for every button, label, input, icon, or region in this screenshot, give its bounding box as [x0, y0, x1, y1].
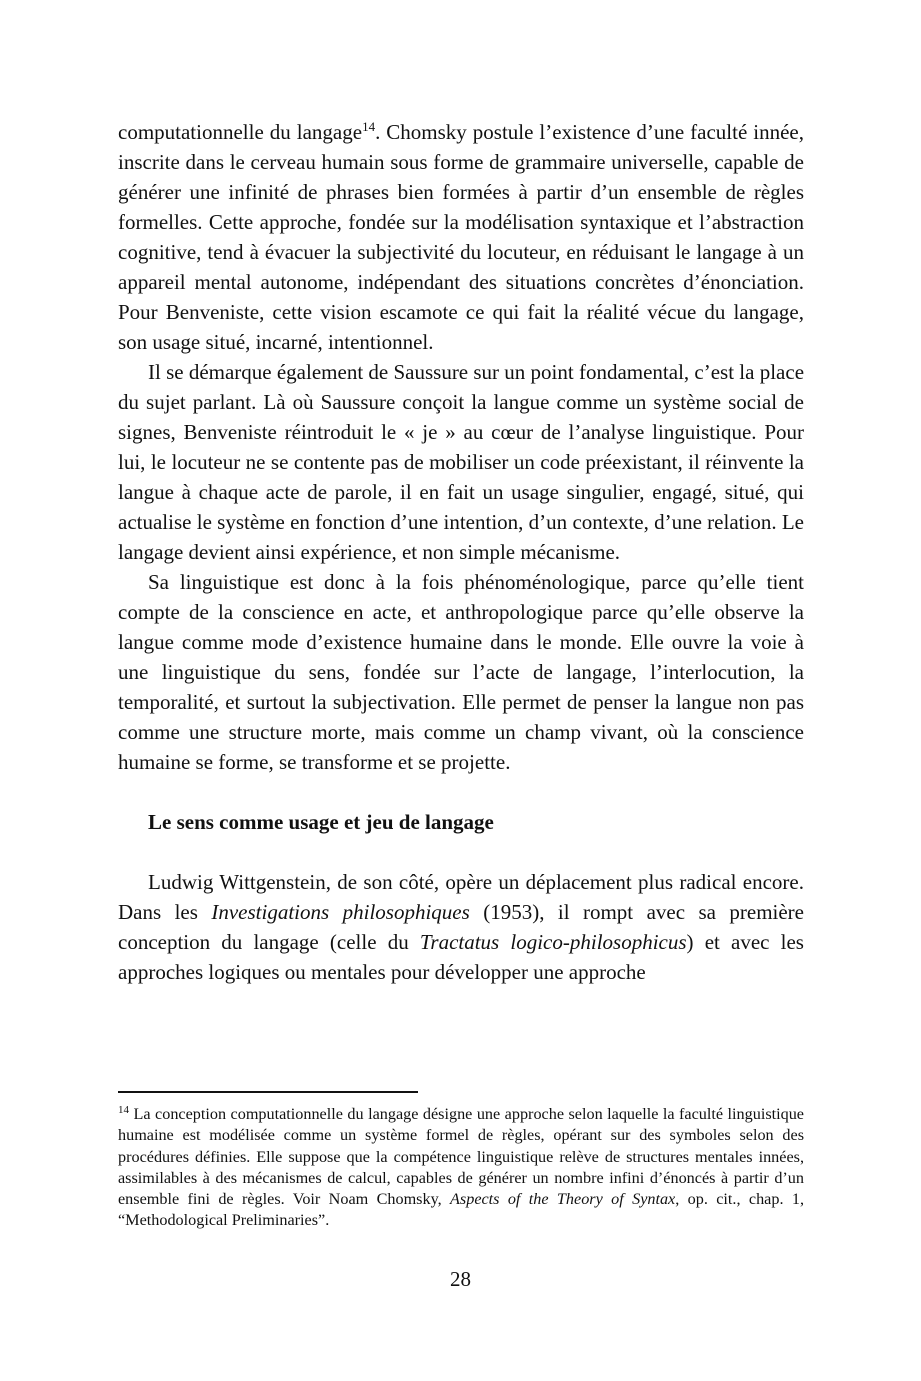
footnote-text: , op. cit., chap. 1, “Methodological Preliminaries”.: [118, 1190, 804, 1230]
paragraph-wittgenstein: [118, 867, 804, 987]
paragraph-phenomenology: Sa linguistique est donc à la fois phénoménologique, parce qu’elle tient compte de la conscience en acte, et anthropologique parce qu’elle observe la langue comme mode d’existence humaine dans le monde. Elle ouvre la voie à une linguistique du sens, fondée sur l’acte de langage, l’interlocution, la temporalité, et surtout la subjectivation. Elle permet de penser la langue non pas comme une structure morte, mais comme un champ vivant, où la conscience humaine se forme, se transforme et se projette.: [118, 570, 804, 774]
footnote-text: La conception computationnelle du langage désigne une approche selon laquelle la faculté linguistique humaine est modélisée comme un système formel de règles, opérant sur des symboles selon des procédures définies. Elle suppose que la compétence linguistique relève de structures mentales innées, assimilables à des mécanismes de calcul, capables de générer un nombre infini d’énoncés à partir d’un ensemble fini de règles. Voir Noam Chomsky,: [118, 1105, 804, 1209]
footnote-book-title: Aspects of the Theory of Syntax: [450, 1190, 676, 1209]
paragraph-text: computationnelle du langage: [118, 120, 363, 144]
footnote-divider: [118, 1091, 418, 1093]
paragraph-text: ) et avec les approches logiques ou mentales pour développer une approche: [118, 930, 804, 984]
paragraph-chomsky: [118, 117, 804, 357]
paragraph-text: (1953), il rompt avec sa première conception du langage (celle du: [118, 900, 804, 954]
paragraph-text: Ludwig Wittgenstein, de son côté, opère un déplacement plus radical encore. Dans les: [118, 870, 804, 924]
paragraph-saussure: Il se démarque également de Saussure sur un point fondamental, c’est la place du sujet parlant. Là où Saussure conçoit la langue comme un système social de signes, Benveniste réintroduit le « je » au cœur de l’analyse linguistique. Pour lui, le locuteur ne se contente pas de mobiliser un code préexistant, il réinvente la langue à chaque acte de parole, il en fait un usage singulier, engagé, situé, qui actualise le système en fonction d’une intention, d’un contexte, d’une relation. Le langage devient ainsi expérience, et non simple mécanisme.: [118, 360, 805, 564]
paragraph-text: . Chomsky postule l’existence d’une faculté innée, inscrite dans le cerveau humain sous forme de grammaire universelle, capable de générer une infinité de phrases bien formées à partir d’un ensemble de règles formelles. Cette approche, fondée sur la modélisation syntaxique et l’abstraction cognitive, tend à évacuer la subjectivité du locuteur, en réduisant le langage à un appareil mental autonome, indépendant des situations concrètes d’énonciation. Pour Benveniste, cette vision escamote ce qui fait la réalité vécue du langage, son usage situé, incarné, intentionnel.: [118, 120, 804, 354]
footnote-14: [118, 1104, 804, 1232]
book-title: Investigations philosophiques: [211, 900, 470, 924]
footnote-reference[interactable]: 14: [362, 119, 376, 134]
section-heading: Le sens comme usage et jeu de langage: [148, 810, 494, 834]
book-title: Tractatus logico-philosophicus: [419, 930, 687, 954]
page-body: [118, 117, 804, 987]
footnote-number: 14: [118, 1104, 129, 1116]
page-number: 28: [450, 1267, 471, 1291]
